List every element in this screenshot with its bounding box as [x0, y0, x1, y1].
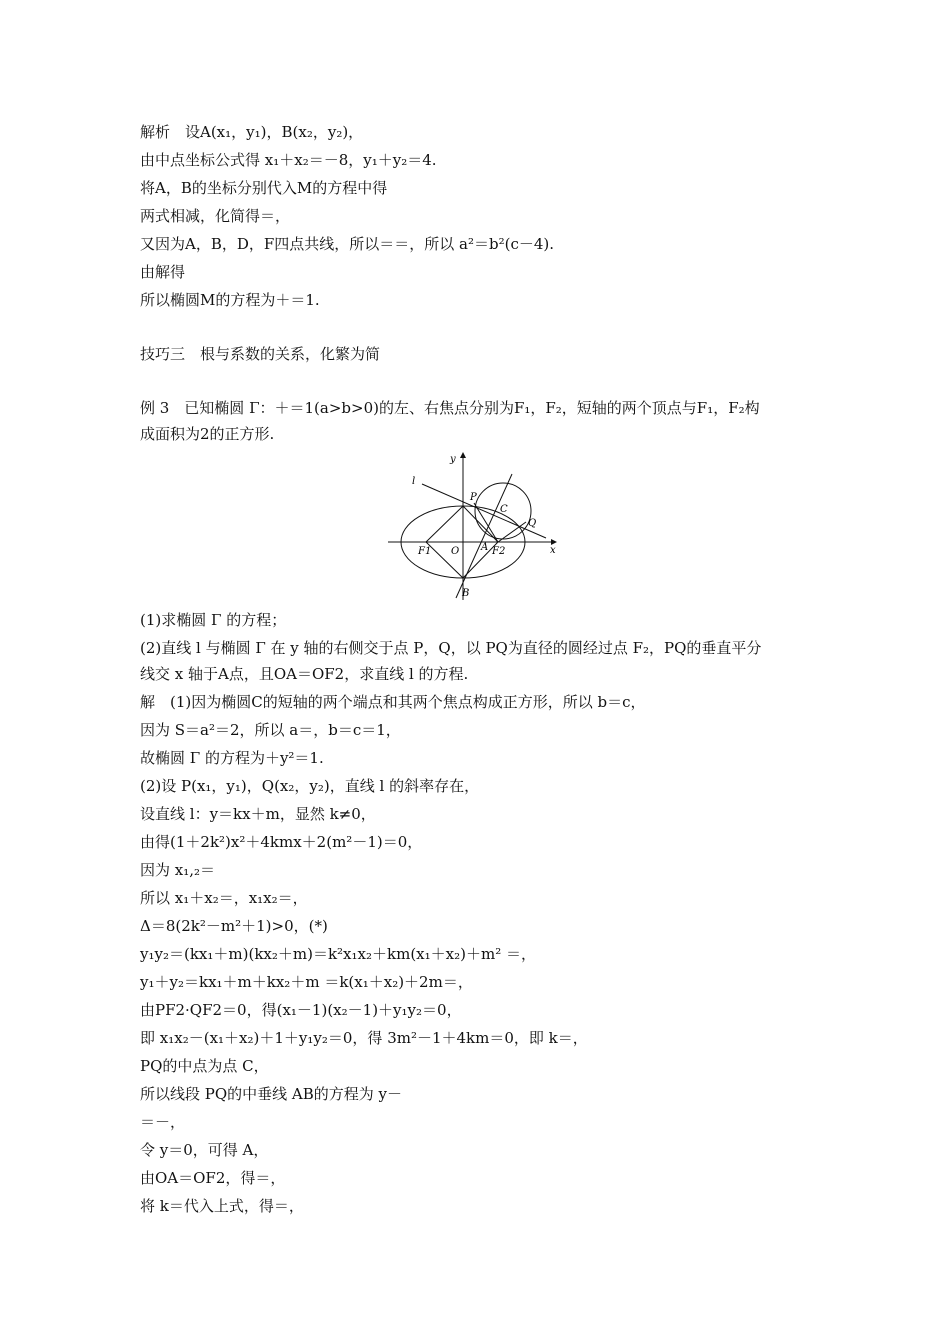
text-line: y₁y₂＝(kx₁＋m)(kx₂＋m)＝k²x₁x₂＋km(x₁＋x₂)＋m² ＝， [140, 945, 536, 963]
text-line: 又因为A，B，D，F四点共线，所以＝＝，所以 a²＝b²(c－4). [140, 235, 555, 253]
text-line: 由得(1＋2k²)x²＋4kmx＋2(m²－1)＝0， [140, 833, 423, 851]
text-line: 因为 x₁,₂＝ [140, 861, 216, 879]
text-line: 设直线 l：y＝kx＋m，显然 k≠0， [140, 805, 376, 823]
text-line: (2)直线 l 与椭圆 Γ 在 y 轴的右侧交于点 P，Q，以 PQ为直径的圆经过点 F₂，PQ的垂直平分 [140, 639, 762, 657]
text-line: 故椭圆 Γ 的方程为＋y²＝1. [140, 749, 324, 767]
text-line: ＝－， [140, 1113, 186, 1131]
text-line: y₁＋y₂＝kx₁＋m＋kx₂＋m ＝k(x₁＋x₂)＋2m＝， [140, 973, 473, 991]
text-line: 即 x₁x₂－(x₁＋x₂)＋1＋y₁y₂＝0，得 3m²－1＋4km＝0，即 k＝， [140, 1029, 588, 1047]
text-line: 所以椭圆M的方程为＋＝1. [140, 291, 320, 309]
text-line: 解析 设A(x₁，y₁)，B(x₂，y₂)， [140, 123, 364, 141]
text-line: 所以 x₁＋x₂＝，x₁x₂＝， [140, 889, 308, 907]
section-heading: 技巧三 根与系数的关系，化繁为简 [140, 345, 381, 363]
label-a: A [481, 542, 489, 553]
label-x: x [550, 545, 556, 556]
text-line: 两式相减，化简得＝， [140, 207, 291, 225]
y-axis-arrow [460, 452, 466, 458]
text-line: 由OA＝OF2，得＝， [140, 1169, 286, 1187]
line-ab [456, 474, 512, 598]
text-line: PQ的中点为点 C， [140, 1057, 269, 1075]
text-line: 将 k＝代入上式，得＝， [140, 1197, 304, 1215]
label-f2: F2 [492, 546, 506, 557]
text-line: Δ＝8(2k²－m²＋1)>0，(*) [140, 917, 328, 935]
text-line: 由中点坐标公式得 x₁＋x₂＝－8，y₁＋y₂＝4. [140, 151, 437, 169]
label-b: B [462, 588, 470, 599]
label-f1: F1 [418, 546, 432, 557]
text-line: (2)设 P(x₁，y₁)，Q(x₂，y₂)，直线 l 的斜率存在， [140, 777, 480, 795]
label-q: Q [528, 518, 537, 529]
label-o: O [451, 546, 460, 557]
text-line: 因为 S＝a²＝2，所以 a＝，b＝c＝1， [140, 721, 401, 739]
example-title: 例 3 已知椭圆 Γ：＋＝1(a>b>0)的左、右焦点分别为F₁，F₂，短轴的两个顶点与F₁，F₂构 [140, 399, 760, 417]
label-p: P [470, 492, 477, 503]
label-y: y [450, 454, 456, 465]
label-l: l [412, 476, 416, 487]
text-line: 线交 x 轴于A点，且OA＝OF2，求直线 l 的方程. [140, 665, 469, 683]
text-line: 令 y＝0，可得 A， [140, 1141, 269, 1159]
line-l [422, 484, 546, 538]
text-line: 成面积为2的正方形. [140, 425, 275, 443]
text-line: 由PF2·QF2＝0，得(x₁－1)(x₂－1)＋y₁y₂＝0， [140, 1001, 462, 1019]
label-c: C [500, 504, 508, 515]
text-line: 解 (1)因为椭圆C的短轴的两个端点和其两个焦点构成正方形，所以 b＝c， [140, 693, 646, 711]
text-line: (1)求椭圆 Γ 的方程； [140, 611, 287, 629]
ellipse-figure [386, 450, 564, 602]
text-line: 由解得 [140, 263, 186, 281]
text-line: 将A，B的坐标分别代入M的方程中得 [140, 179, 388, 197]
text-line: 所以线段 PQ的中垂线 AB的方程为 y－ [140, 1085, 403, 1103]
